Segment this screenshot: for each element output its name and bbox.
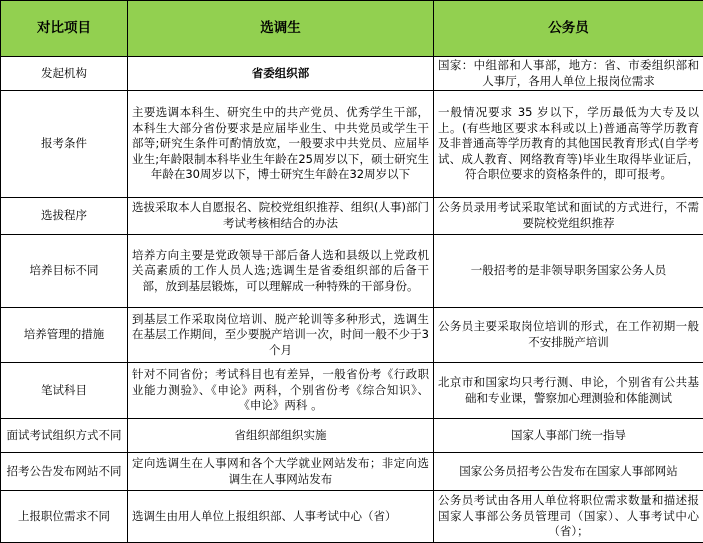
row-xds-cell: 省组织部组织实施 <box>128 419 434 453</box>
row-item-label: 培养目标不同 <box>1 235 128 308</box>
row-item-label: 培养管理的措施 <box>1 308 128 363</box>
row-item-label: 报考条件 <box>1 91 128 198</box>
header-gongwuyuan: 公务员 <box>434 1 703 57</box>
table-row <box>1 308 703 363</box>
row-gwy-cell: 公务员考试由各用人单位将职位需求数量和描述报国家人事部公务员管理司（国家）、人事考试中心（省）； <box>434 491 703 543</box>
table-row <box>1 453 703 491</box>
row-xds-cell: 针对不同省份；考试科目也有差异，一般省份考《行政职业能力测验》、《申论》两科，个别省份考《综合知识》、《申论》两科 。 <box>128 363 434 419</box>
row-xds-cell: 定向选调生在人事网和各个大学就业网站发布；非定向选调生在人事网站发布 <box>128 453 434 491</box>
table-row <box>1 57 703 91</box>
row-gwy-cell: 北京市和国家均只考行测、申论，个别省有公共基础和专业课，警察加心理测验和体能测试 <box>434 363 703 419</box>
table-row <box>1 91 703 198</box>
row-item-label: 笔试科目 <box>1 363 128 419</box>
row-gwy-cell: 一般情况要求 35 岁以下，学历最低为大专及以上。(有些地区要求本科或以上)普通高等学历教育及非普通高等学历教育的其他国民教育形式(自学考试、成人教育、网络教育等)毕业生取得毕业证后，符合职位要求的资格条件的，即可报考。 <box>434 91 703 198</box>
row-gwy-cell: 国家人事部门统一指导 <box>434 419 703 453</box>
row-item-label: 上报职位需求不同 <box>1 491 128 543</box>
table-row <box>1 198 703 235</box>
row-gwy-cell: 公务员主要采取岗位培训的形式，在工作初期一般不安排脱产培训 <box>434 308 703 363</box>
row-item-label: 选拔程序 <box>1 198 128 235</box>
table-row <box>1 419 703 453</box>
row-gwy-cell: 公务员录用考试采取笔试和面试的方式进行，不需要院校党组织推荐 <box>434 198 703 235</box>
row-gwy-cell: 国家：中组部和人事部，地方：省、市委组织部和人事厅，各用人单位上报岗位需求 <box>434 57 703 91</box>
table-row <box>1 235 703 308</box>
row-gwy-cell: 一般招考的是非领导职务国家公务人员 <box>434 235 703 308</box>
row-item-label: 发起机构 <box>1 57 128 91</box>
row-item-label: 招考公告发布网站不同 <box>1 453 128 491</box>
table-row <box>1 363 703 419</box>
header-row <box>1 1 703 57</box>
header-xuandiaosheng: 选调生 <box>128 1 434 57</box>
table-row <box>1 491 703 543</box>
row-xds-cell: 主要选调本科生、研究生中的共产党员、优秀学生干部，本科生大部分省份要求是应届毕业生、中共党员或学生干部等;研究生条件可酌情放宽，一般要求中共党员、应届毕业生;年龄限制本科毕业生年龄在25周岁以下，硕士研究生年龄在30周岁以下，博士研究生年龄在32周岁以下 <box>128 91 434 198</box>
row-xds-cell: 选拔采取本人自愿报名、院校党组织推荐、组织(人事)部门考试考核相结合的办法 <box>128 198 434 235</box>
row-xds-cell: 到基层工作采取岗位培训、脱产轮训等多种形式，选调生在基层工作期间，至少要脱产培训一次，时间一般不少于3个月 <box>128 308 434 363</box>
header-item: 对比项目 <box>1 1 128 57</box>
row-xds-cell: 选调生由用人单位上报组织部、人事考试中心（省） <box>128 491 434 543</box>
row-xds-cell: 培养方向主要是党政领导干部后备人选和县级以上党政机关高素质的工作人员人选;选调生是省委组织部的后备干部，放到基层锻炼，可以理解成一种特殊的干部身份。 <box>128 235 434 308</box>
row-xds-cell: 省委组织部 <box>128 57 434 91</box>
row-item-label: 面试考试组织方式不同 <box>1 419 128 453</box>
row-gwy-cell: 国家公务员招考公告发布在国家人事部网站 <box>434 453 703 491</box>
